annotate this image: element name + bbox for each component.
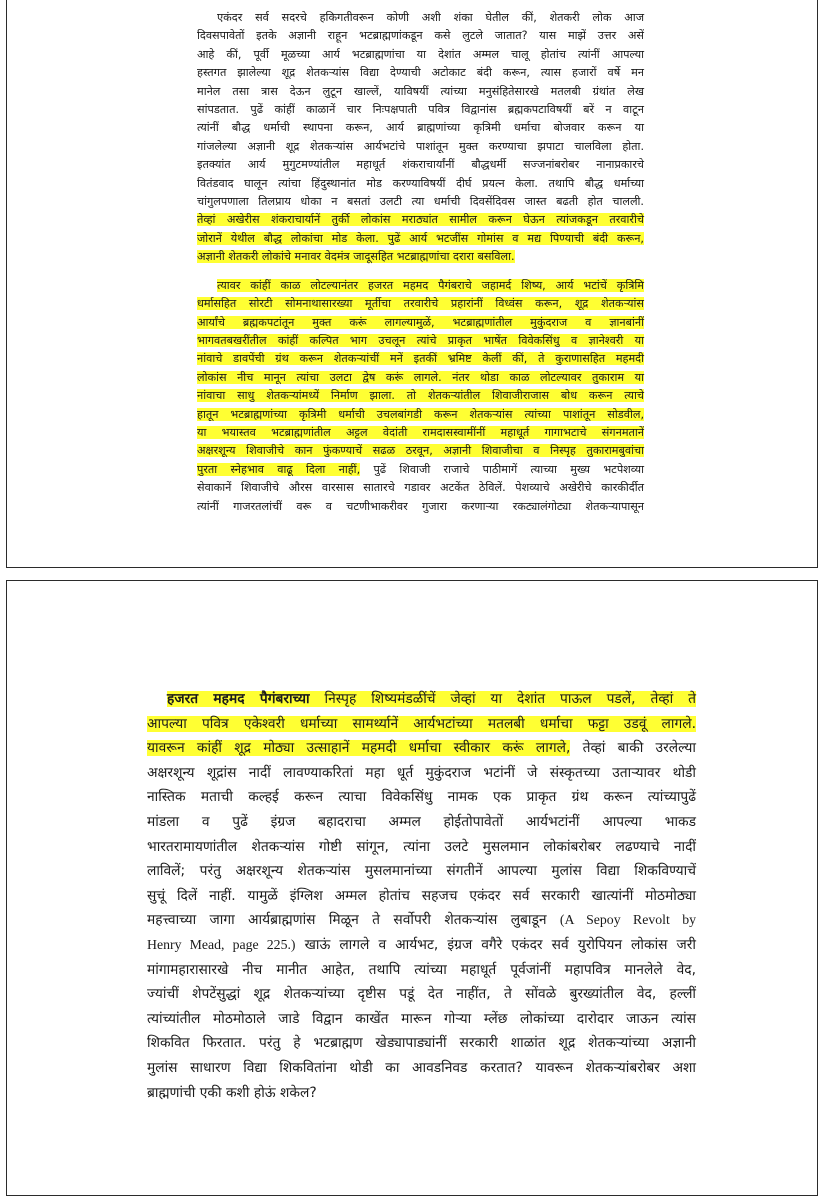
text-line [147, 1007, 696, 1032]
text-segment: मांडला व पुढें इंग्रज बहादराचा अम्मल होईतोपावेतों आर्यभटांनीं आपल्या भाकड [147, 813, 696, 830]
text-segment: त्यांच्यांतील मोठमोठाले जाडे विद्वान काखेंत मारून गोऱ्या म्लेंछ लोकांच्या दारोदार जाऊन त्यांस [147, 1010, 696, 1027]
text-segment: आहे कीं, पूर्वी मूळच्या आर्य भटब्राह्मणांचा या देशांत अम्मल चालू होतांच त्यांनीं आपल्या [197, 47, 644, 61]
highlighted-text: भागवतबखरींतील कांहीं कल्पित भाग उचलून त्यांचे प्राकृत भाषेंत विवेकसिंधु व ज्ञानेश्वरी या [197, 333, 644, 347]
text-line [197, 387, 644, 405]
text-segment: ब्राह्मणांची एकी कशी होऊं शकेल? [147, 1084, 317, 1101]
text-line [197, 9, 644, 27]
text-line [197, 101, 644, 119]
text-line [197, 461, 644, 479]
text-segment: इतक्यांत आर्य मुगुटमण्यांतील महाधूर्त शंकराचार्यांनीं बौद्धधर्मी सज्जनांबरोबर नानाप्रकारचे [197, 158, 644, 172]
text-line [197, 498, 644, 516]
text-line [147, 982, 696, 1007]
text-line [147, 687, 696, 712]
text-segment: अक्षरशून्य शूद्रांस नादीं लावण्याकरितां महा धूर्त मुकुंदराज भटांनीं जे संस्कृतच्या उताऱ्यावर थोडी [147, 764, 696, 781]
text-line [147, 908, 696, 933]
text-segment: चांगुलपणाला तिलप्राय धोका न बसतां उलटी त्या धर्माची दिवसेंदिवस जास्त बढती होत चालली. [197, 195, 644, 209]
document-page-1 [6, 0, 818, 568]
page-2-text-column [147, 687, 696, 1105]
text-line [197, 27, 644, 45]
text-line [147, 1056, 696, 1081]
text-line [197, 248, 644, 266]
text-segment: महत्त्वाच्या जागा आर्यब्राह्मणांस मिळून ते सर्वोपरी शेतकऱ्यांस लुबाडून [147, 912, 560, 929]
text-line [197, 64, 644, 82]
text-line [197, 314, 644, 332]
text-line [197, 230, 644, 248]
highlighted-text: पुरता स्नेहभाव वाढू दिला नाहीं, [197, 462, 361, 476]
text-line [147, 712, 696, 737]
text-line [197, 332, 644, 350]
text-segment: सुचूं दिलें नाहीं. यामुळें इंग्लिश अम्मल होतांच सहजच एकंदर सर्व सरकारी खात्यांनीं मोठमोठ्या [147, 887, 696, 904]
text-line [147, 859, 696, 884]
text-segment: लाविलें; परंतु अक्षरशून्य शेतकऱ्यांस मुसलमानांच्या संगतीनें आपल्या मुलांस विद्या शिकविण्याचें [147, 863, 696, 880]
paragraph-gap [197, 267, 644, 277]
text-line [147, 933, 696, 958]
text-segment: मुलांस साधारण विद्या शिकवितांना थोडी का आवडनिवड करतात? यावरून शेतकऱ्यांबरोबर अशा [147, 1059, 696, 1076]
highlighted-text: त्यावर कांहीं काळ लोटल्यानंतर हजरत महमद पैगंबराचे जहामर्द शिष्य, आर्य भटांचें कृत्रिमि [217, 278, 644, 292]
text-segment: वितंडवाद घालून त्यांचा हिंदुस्थानांत मोड करण्याविषयीं दीर्घ प्रयत्न केला. तथापि बौद्ध धर्माच्या [197, 176, 644, 190]
text-line [197, 156, 644, 174]
text-segment: ज्यांचीं शेपटेंसुद्धां शूद्र शेतकऱ्यांच्या दृष्टीस पडूं देत नाहींत, ते सोंवळे बुरख्यांतील वेद, हल्लीं [147, 986, 696, 1003]
text-segment: गांजलेल्या अज्ञानी शूद्र शेतकऱ्यांस आर्यभटांचे पाशांतून मुक्त करण्याचा झपाटा चालविला होता. [197, 139, 644, 153]
text-segment: भारतरामायणांतील शेतकऱ्यांस गोष्टी सांगून, त्यांना उलटे मुसलमान लोकांबरोबर लढण्याचे नादीं [147, 838, 696, 855]
text-line [197, 442, 644, 460]
document-page-2 [6, 580, 818, 1196]
text-line [147, 1081, 696, 1106]
highlighted-text: निस्पृह शिष्यमंडळींचें जेव्हां या देशांत पाऊल पडलें, तेव्हां ते [309, 691, 696, 707]
highlighted-text: या भयास्तव भटब्राह्मणांतील अट्टल वेदांती रामदासस्वामींनीं महाधूर्त गागाभटाचे संगनमतानें [197, 425, 644, 439]
text-segment: मानेल तसा त्रास देऊन लुटून खाल्लें, याविषयीं त्यांच्या मनुसंहितेसारखे मतलबी ग्रंथांत लेख [197, 84, 644, 98]
highlighted-text: जोरानें येथील बौद्ध लोकांचा मोड केला. पुढें आर्य भटजींस गोमांस व मद्य पिण्याची बंदी करून, [197, 231, 644, 245]
text-segment: Henry Mead, page 225.) [147, 936, 296, 952]
highlighted-text: हातून भटब्राह्मणांच्या कृत्रिमी धर्माची उचलबांगडी करून शेतकऱ्यांस त्यांच्या पाशांतून सोडवील, [197, 407, 644, 421]
text-segment: सेवाकानें शिवाजीचे औरस वारसास सातारचे गडावर अटकेंत ठेविलें. पेशव्याचे अखेरीचे कारकीर्दीत [197, 481, 644, 495]
text-segment: (A Sepoy Revolt by [559, 912, 696, 928]
text-line [197, 406, 644, 424]
highlighted-text: तेव्हां अखेरीस शंकराचार्यानें तुर्की लोकांस मराठ्यांत सामील करून घेऊन त्यांजकडून तरवारीचे [197, 213, 644, 227]
highlighted-text: लोकांस नीच मानून त्यांचा उलटा द्वेष करूं लागले. नंतर थोडा काळ लोटल्यावर तुकाराम या [197, 370, 644, 384]
text-line [197, 83, 644, 101]
text-line [147, 810, 696, 835]
highlighted-text: नांवाचा साधु शेतकऱ्यांमध्यें निर्माण झाला. तो शेतकऱ्यांतील शिवाजीराजास बोध करून त्याचे [197, 389, 644, 403]
highlighted-text: अज्ञानी शेतकरी लोकांचे मनावर वेदमंत्र जादूसहित भटब्राह्मणांचा दरारा बसविला. [197, 250, 515, 264]
highlighted-text: आपल्या पवित्र एकेश्वरी धर्माच्या सामर्थ्यानें आर्यभटांच्या मतलबी धर्माचा फट्टा उडवूं लागले. [147, 715, 696, 732]
text-segment: त्यांनीं बौद्ध धर्माची स्थापना करून, आर्य ब्राह्मणांच्या कृत्रिमी धर्माचा बोजवार करून या [197, 121, 644, 135]
page-1-text-column [197, 9, 644, 516]
text-segment: त्यांनीं गाजरतलांचीं वरू व चटणीभाकरीवर गुजारा करणाऱ्या रकट्यालंगोट्या शेतकऱ्यापासून [197, 499, 644, 513]
text-line [197, 295, 644, 313]
text-segment: सांपडतात. पुढें कांहीं काळानें चार निःपक्षपाती पवित्र विद्वानांस ब्रह्मकपटाविषयीं बरें न वाटून [197, 103, 644, 117]
text-line [197, 175, 644, 193]
text-segment: पुढें शिवाजी राजाचे पाठीमागें त्याच्या मुख्य भटपेशव्या [360, 462, 644, 476]
text-line [147, 761, 696, 786]
text-segment: नास्तिक मताची कल्हई करून त्याचा विवेकसिंधु नामक एक प्राकृत ग्रंथ करून त्यांच्यापुढें [147, 789, 696, 806]
text-line [147, 958, 696, 983]
highlighted-text: यावरून कांहीं शूद्र मोठ्या उत्साहानें महमदी धर्माचा स्वीकार करूं लागले, [147, 740, 571, 757]
text-line [197, 119, 644, 137]
text-line [197, 277, 644, 295]
text-segment: खाऊं लागले व आर्यभट, इंग्रज वगैरे एकंदर सर्व युरोपियन लोकांस जरी [295, 936, 696, 953]
text-line [147, 884, 696, 909]
text-line [197, 424, 644, 442]
text-line [197, 193, 644, 211]
text-line [197, 138, 644, 156]
text-segment: तेव्हां बाकी उरलेल्या [570, 740, 696, 757]
text-line [147, 785, 696, 810]
text-line [197, 369, 644, 387]
text-line [197, 46, 644, 64]
text-segment: मांगामहारासारखे नीच मानीत आहेत, तथापि त्यांच्या महाधूर्त पूर्वजांनीं महापवित्र मानलेले वेद, [147, 961, 696, 978]
text-line [147, 736, 696, 761]
highlighted-text: अक्षरशून्य शिवाजीचे कान फुंकण्याचें सढळ ठरवून, अज्ञानी शिवाजीचा व निस्पृह तुकारामबुवांचा [197, 444, 644, 458]
text-segment: एकंदर सर्व सदरचे हकिगतीवरून कोणी अशी शंका घेतील कीं, शेतकरी लोक आज [217, 11, 644, 24]
highlighted-text: आर्यांचे ब्रह्मकपटांतून मुक्त करूं लागल्यामुळें, भटब्राह्मणांतील मुकुंदराज व ज्ञानबांनीं [197, 315, 644, 329]
text-segment: शिकवित फिरतात. परंतु हे भटब्राह्मण खेड्यापाड्यांनीं सरकारी शाळांत शूद्र शेतकऱ्यांच्या अज्ञानी [147, 1035, 696, 1052]
text-segment: हस्तगत झालेल्या शूद्र शेतकऱ्यांस विद्या देण्याची अटोकाट बंदी करून, त्यास हजारों वर्षे मन [197, 66, 644, 80]
text-line [147, 835, 696, 860]
text-segment: दिवसपावेतों इतके अज्ञानी राहून भटब्राह्मणांकडून कसे लुटले जातात? यास माझें उत्तर असें [197, 29, 644, 43]
highlighted-text: धर्मासहित सोरटी सोमनाथासारख्या मूर्तीचा तरवारीचे प्रहारांनीं विध्वंस करून, शूद्र शेतकऱ्यांस [197, 297, 644, 311]
highlighted-text: नांवाचे डावपेंची ग्रंथ करून शेतकऱ्यांचीं मनें इतकीं भ्रमिष्ट केलीं कीं, ते कुराणासहित महमदी [197, 352, 644, 366]
text-line [197, 350, 644, 368]
highlighted-text: हजरत महमद पैगंबराच्या [167, 691, 310, 707]
text-line [147, 1031, 696, 1056]
text-line [197, 211, 644, 229]
text-line [197, 479, 644, 497]
